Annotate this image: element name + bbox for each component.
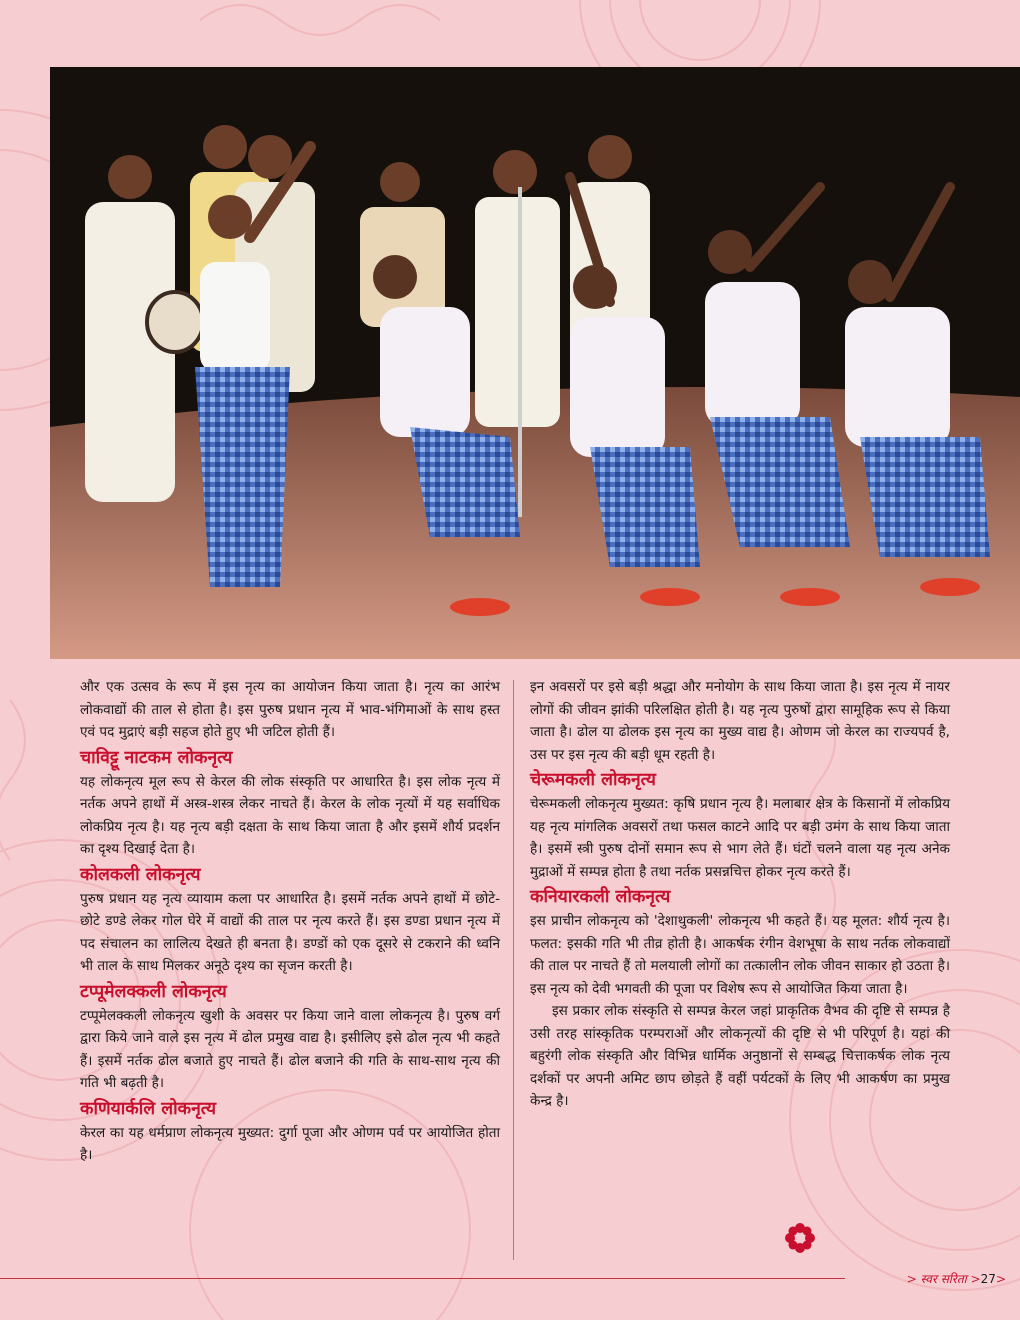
footer-suffix: > [995,1272,1006,1286]
column-divider [513,680,514,1260]
section-heading: चेरूमकली लोकनृत्य [530,770,656,790]
right-column [530,676,950,1113]
paragraph: केरल का यह धर्मप्राण लोकनृत्य मुख्यत: दुर्गा पूजा और ओणम पर्व पर आयोजित होता है। [80,1124,500,1163]
section-heading: टप्पूमेलक्कली लोकनृत्य [80,981,227,1002]
section-heading: कोलकली लोकनृत्य [80,864,201,885]
paragraph: यह लोकनृत्य मूल रूप से केरल की लोक संस्कृति पर आधारित है। इस लोक नृत्य में नर्तक अपने हाथों में अस्त्र-शस्त्र लेकर नाचते हैं। केरल के लोक नृत्यों में यह सर्वाधिक लोकप्रिय नृत्य है। यह नृत्य बड़ी दक्षता के साथ किया जाता है और इसमें शौर्य प्रदर्शन का दृश्य दिखाई देता है। [80,773,500,857]
flower-ornament-icon [784,1222,816,1254]
page-footer [907,1270,1006,1287]
section-heading: कनियारकली लोकनृत्य [530,887,671,907]
left-column [80,676,500,1167]
footer-rule [0,1278,845,1279]
dance-photo [50,67,1020,659]
paragraph: इस प्रकार लोक संस्कृति से सम्पन्न केरल जहां प्राकृतिक वैभव की दृष्टि से सम्पन्न है उसी तरह सांस्कृतिक परम्पराओं और लोकनृत्यों की दृष्टि से भी परिपूर्ण है। यहां की बहुरंगी लोक संस्कृति और विभिन्न धार्मिक अनुष्ठानों से सम्बद्ध चित्ताकर्षक लोक नृत्य दर्शकों पर अपनी अमिट छाप छोड़ते हैं वहीं पर्यटकों के लिए भी आकर्षण का प्रमुख केन्द्र है। [530,1003,950,1109]
section-heading: चाविट्टू नाटकम लोकनृत्य [80,747,233,768]
paragraph: पुरुष प्रधान यह नृत्य व्यायाम कला पर आधारित है। इसमें नर्तक अपने हाथों में छोटे-छोटे डण्डे लेकर गोल घेरे में वाद्यों की ताल पर नृत्य करते हैं। इस डण्डा प्रधान नृत्य में पद संचालन का लालित्य देखते ही बनता है। डण्डों को एक दूसरे से टकराने की ध्वनि भी ताल के साथ मिलकर अनूठे दृश्य का सृजन करती है। [80,890,500,974]
page-number: 27 [980,1272,996,1286]
paragraph: इन अवसरों पर इसे बड़ी श्रद्धा और मनोयोग के साथ किया जाता है। इस नृत्य में नायर लोगों की जीवन झांकी परिलक्षित होती है। यह नृत्य पुरुषों द्वारा सामूहिक रूप से किया जाता है। ढोल या ढोलक इस नृत्य का मुख्य वाद्य है। ओणम जो केरल का राज्यपर्व है, उस पर इस नृत्य की बड़ी धूम रहती है। [530,679,950,763]
magazine-name: > स्वर सरिता > [906,1272,981,1286]
paragraph: टप्पूमेलक्कली लोकनृत्य खुशी के अवसर पर किया जाने वाला लोकनृत्य है। पुरुष वर्ग द्वारा किये जाने वाले इस नृत्य में ढोल प्रमुख वाद्य है। इसीलिए इसे ढोल नृत्य भी कहते हैं। इसमें नर्तक ढोल बजाते हुए नाचते हैं। ढोल बजाने की गति के साथ-साथ नृत्य की गति भी बढ़ती है। [80,1007,500,1091]
section-heading: कणियार्कलि लोकनृत्य [80,1098,217,1119]
paragraph: चेरूमकली लोकनृत्य मुख्यत: कृषि प्रधान नृत्य है। मलाबार क्षेत्र के किसानों में लोकप्रिय यह नृत्य मांगलिक अवसरों तथा फसल काटने आदि पर बड़ी उमंग के साथ किया जाता है। इसमें स्त्री पुरुष दोनों समान रूप से भाग लेते हैं। घंटों चलने वाला यह नृत्य अनेक मुद्राओं में सम्पन्न होता है तथा नर्तक प्रसन्नचित्त होकर नृत्य करते हैं। [530,796,950,880]
paragraph: और एक उत्सव के रूप में इस नृत्य का आयोजन किया जाता है। नृत्य का आरंभ लोकवाद्यों की ताल से होता है। इस पुरुष प्रधान नृत्य में भाव-भंगिमाओं के साथ हस्त एवं पद मुद्राएं बड़ी सहज होते हुए भी जटिल होती हैं। [80,679,500,740]
paragraph: इस प्राचीन लोकनृत्य को 'देशाथुकली' लोकनृत्य भी कहते हैं। यह मूलत: शौर्य नृत्य है। फलत: इसकी गति भी तीव्र होती है। आकर्षक रंगीन वेशभूषा के साथ नर्तक लोकवाद्यों की ताल पर नाचते हैं तो मलयाली लोगों का तत्कालीन लोक जीवन साकार हो उठता है। इस नृत्य को देवी भगवती की पूजा पर विशेष रूप से आयोजित किया जाता है। [530,913,950,997]
